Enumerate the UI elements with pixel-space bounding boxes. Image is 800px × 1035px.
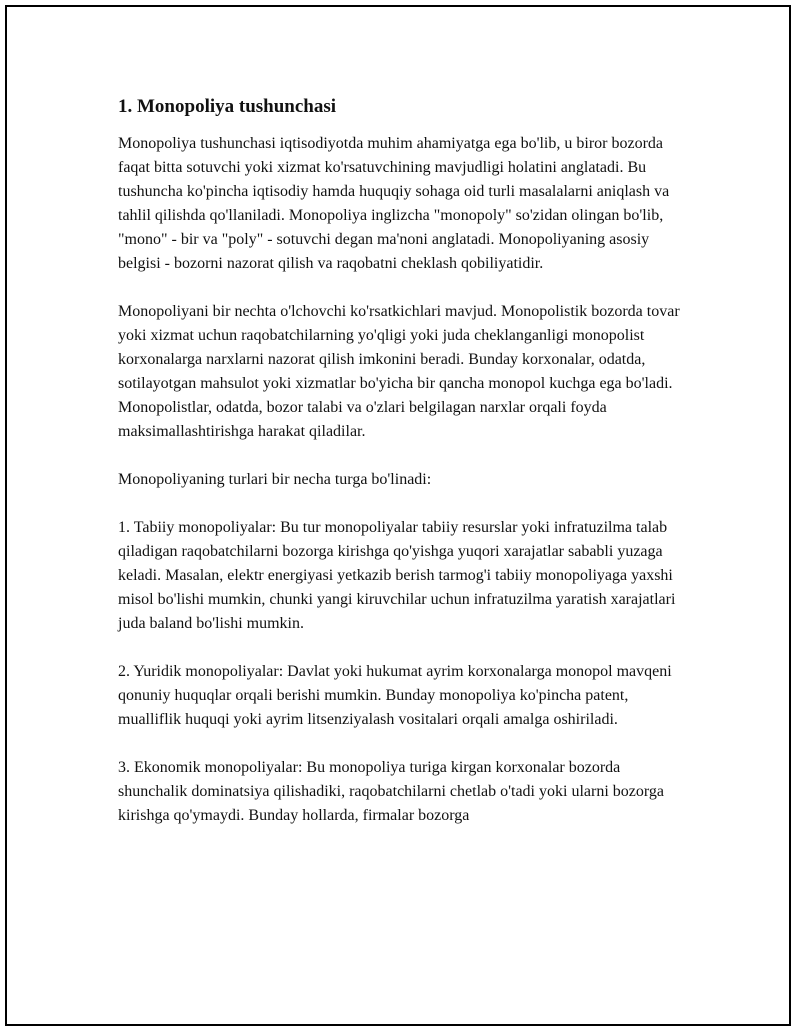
paragraph-natural-monopoly: 1. Tabiiy monopoliyalar: Bu tur monopoliyalar tabiiy resurslar yoki infratuzilma talab qiladigan raqobatchilarni bozorga kirishga qo'yishga yuqori xarajatlar sababli yuzaga keladi. Masalan, elektr energiyasi yetkazib berish tarmog'i tabiiy monopoliyaga yaxshi misol bo'lishi mumkin, chunki yangi kiruvchilar uchun infratuzilma yaratish xarajatlari juda baland bo'lishi mumkin. bbox=[118, 519, 676, 632]
paragraph-types-intro: Monopoliyaning turlari bir necha turga bo'linadi: bbox=[118, 471, 432, 488]
document-body bbox=[118, 95, 693, 852]
paragraph-indicators: Monopoliyani bir nechta o'lchovchi ko'rsatkichlari mavjud. Monopolistik bozorda tovar yoki xizmat uchun raqobatchilarning yo'qligi yoki juda cheklanganligi monopolist korxonalarga narxlarni nazorat qilish imkonini beradi. Bunday korxonalar, odatda, sotilayotgan mahsulot yoki xizmatlar bo'yicha bir qancha monopol kuchga ega bo'ladi. Monopolistlar, odatda, bozor talabi va o'zlari belgilagan narxlar orqali foyda maksimallashtirishga harakat qiladilar. bbox=[118, 303, 680, 440]
paragraph-legal-monopoly: 2. Yuridik monopoliyalar: Davlat yoki hukumat ayrim korxonalarga monopol mavqeni qonuniy huquqlar orqali berishi mumkin. Bunday monopoliya ko'pincha patent, mualliflik huquqi yoki ayrim litsenziyalash vositalari orqali amalga oshiriladi. bbox=[118, 663, 672, 728]
paragraph-economic-monopoly: 3. Ekonomik monopoliyalar: Bu monopoliya turiga kirgan korxonalar bozorda shunchalik dominatsiya qilishadiki, raqobatchilarni chetlab o'tadi yoki ularni bozorga kirishga qo'ymaydi. Bunday hollarda, firmalar bozorga bbox=[118, 759, 665, 824]
paragraph-intro: Monopoliya tushunchasi iqtisodiyotda muhim ahamiyatga ega bo'lib, u biror bozorda faqat bitta sotuvchi yoki xizmat ko'rsatuvchining mavjudligi holatini anglatadi. Bu tushuncha ko'pincha iqtisodiy hamda huquqiy sohaga oid turli masalalarni aniqlash va tahlil qilishda qo'llaniladi. Monopoliya inglizcha "monopoly" so'zidan olingan bo'lib, "mono" - bir va "poly" - sotuvchi degan ma'noni anglatadi. Monopoliyaning asosiy belgisi - bozorni nazorat qilish va raqobatni cheklash qobiliyatidir. bbox=[118, 135, 670, 272]
section-heading: 1. Monopoliya tushunchasi bbox=[118, 96, 337, 117]
